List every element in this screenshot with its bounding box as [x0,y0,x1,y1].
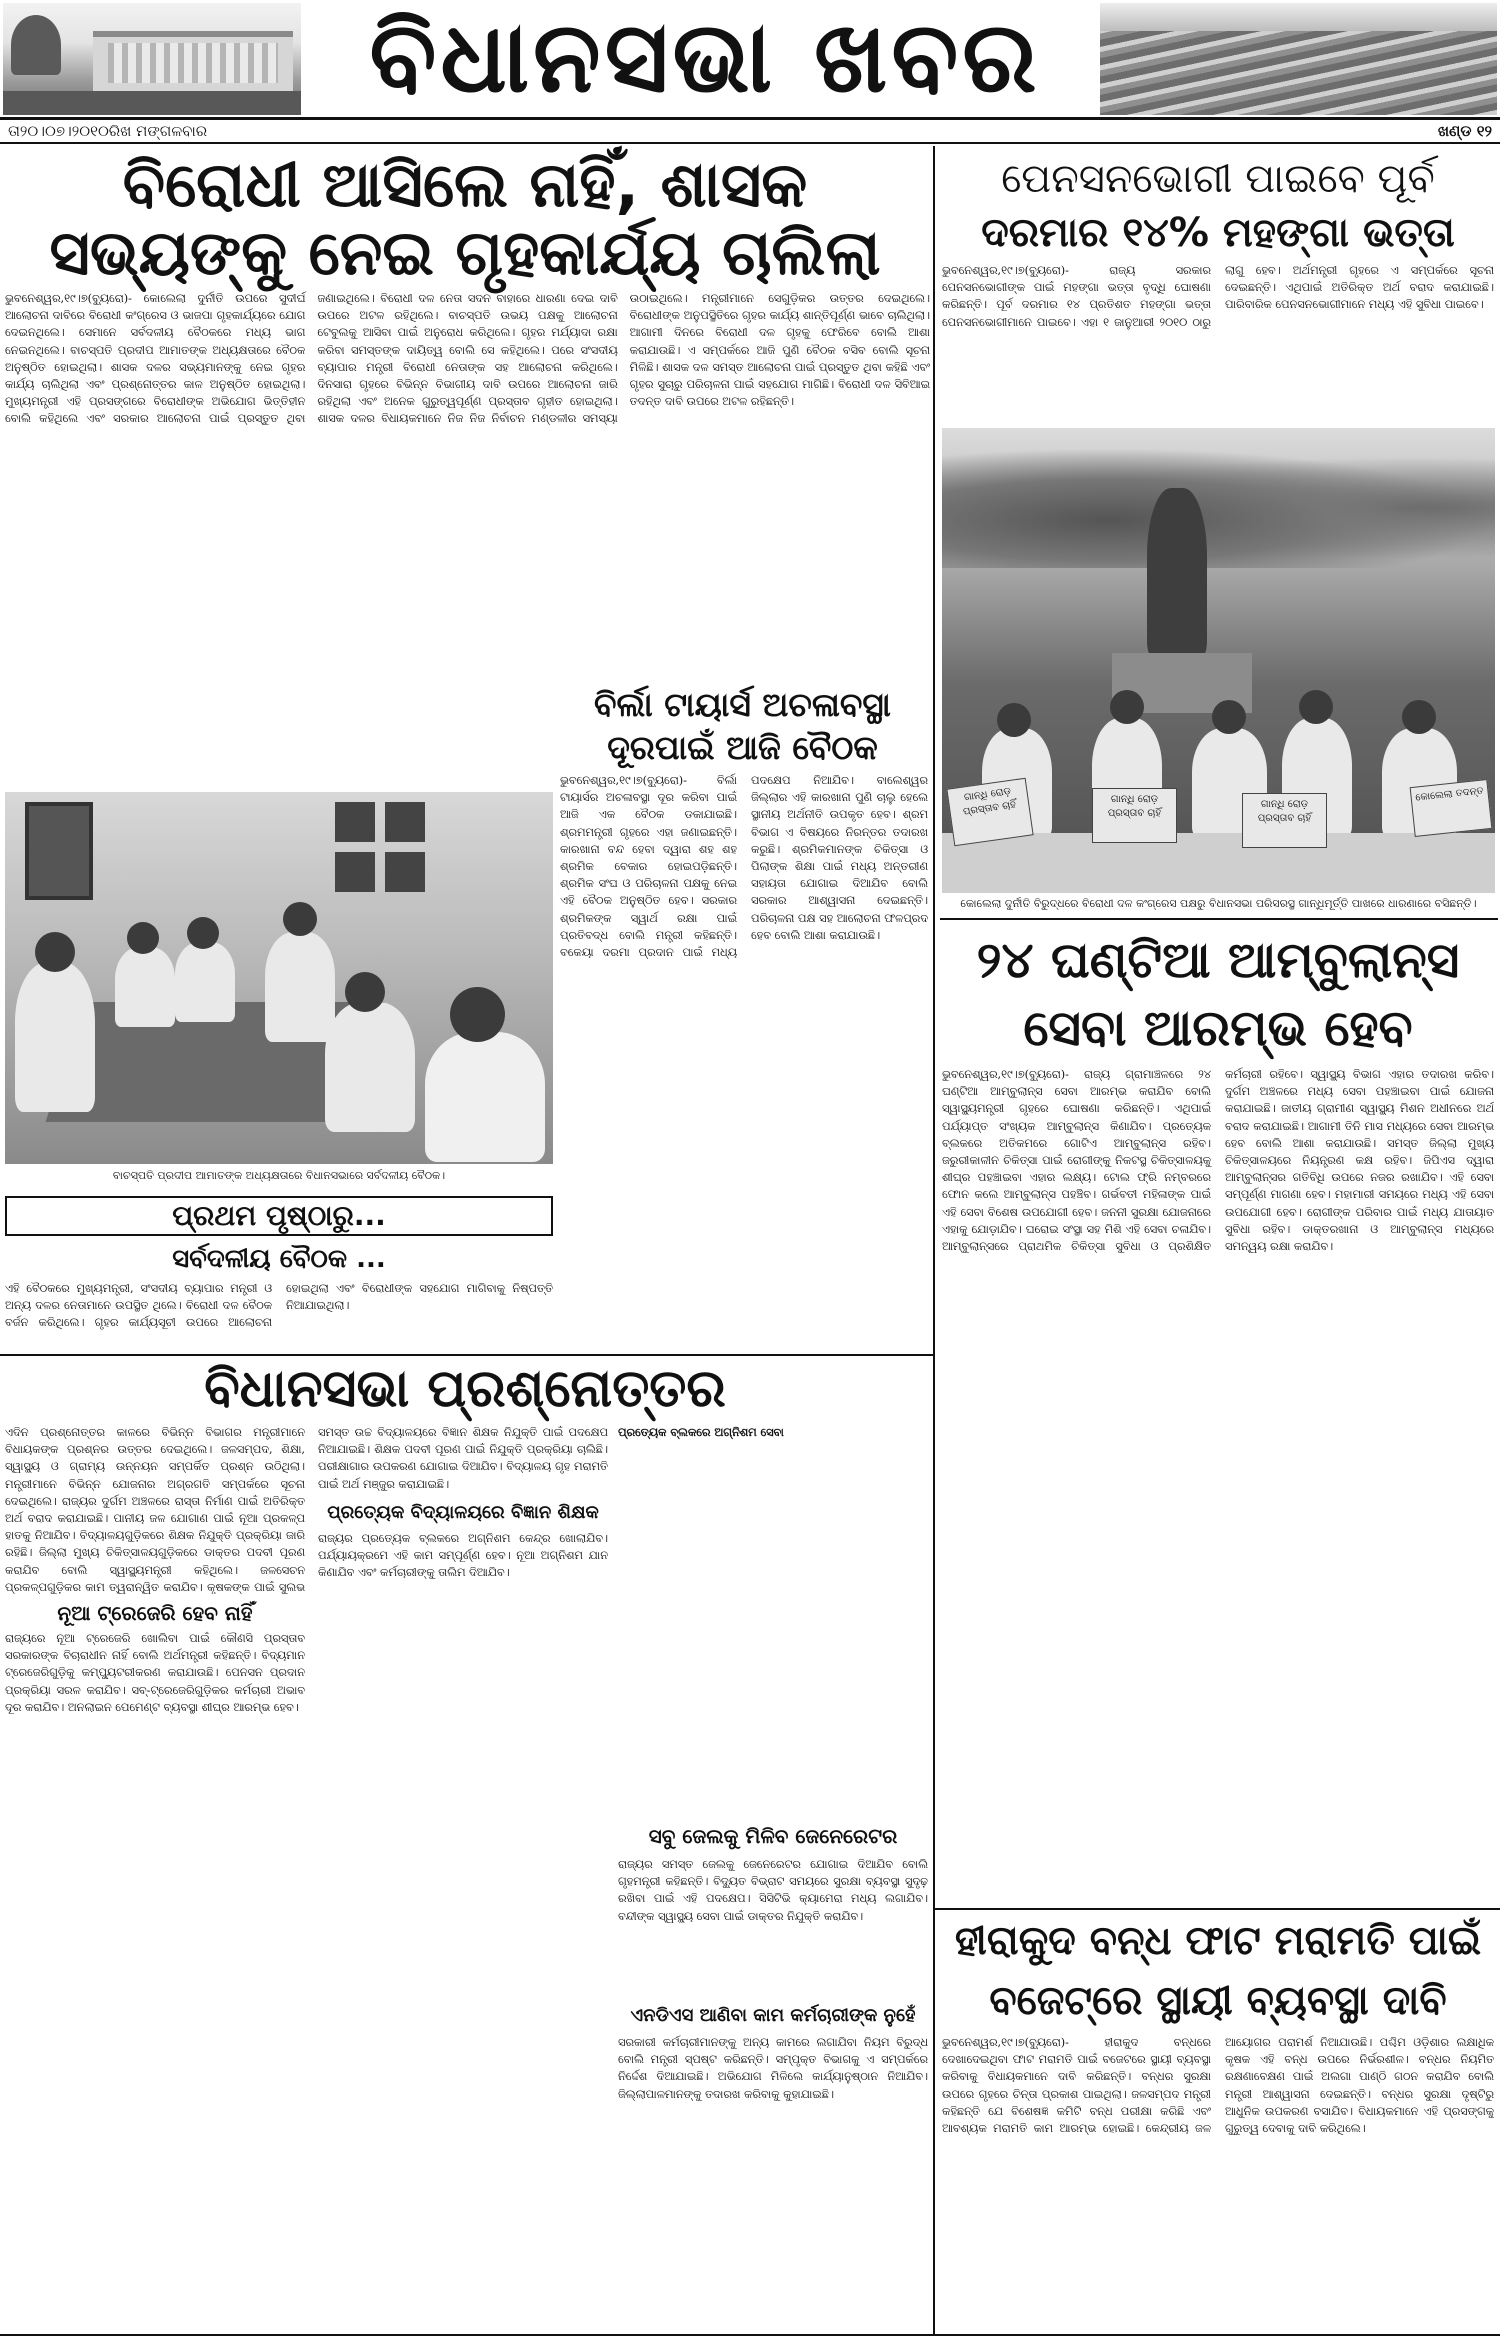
lead-story-body: ଭୁବନେଶ୍ୱର,୧୯।୭(ବ୍ୟୁରୋ)- କୋଲେଲା ଦୁର୍ନୀତି ଉପରେ ସୁଦୀର୍ଘ ଆଲୋଚନା ଦାବିରେ ବିରୋଧୀ କଂଗ୍ରେସ ଓ ଭାଜପା ଗୃହକାର୍ଯ୍ୟରେ ଯୋଗ ଦେଇନଥିଲେ। ସେମାନେ ସର୍ବଦଳୀୟ ବୈଠକରେ ମଧ୍ୟ ଭାଗ ନେଇନଥିଲେ। ବାଚସ୍ପତି ପ୍ରଦୀପ ଆମାତଙ୍କ ଅଧ୍ୟକ୍ଷତାରେ ବୈଠକ ଅନୁଷ୍ଠିତ ହୋଇଥିଲା। ଶାସକ ଦଳର ସଭ୍ୟମାନଙ୍କୁ ନେଇ ଗୃହର କାର୍ଯ୍ୟ ଚାଲିଥିଲା ଏବଂ ପ୍ରଶ୍ନୋତ୍ତର କାଳ ଅନୁଷ୍ଠିତ ହୋଇଥିଲା। ମୁଖ୍ୟମନ୍ତ୍ରୀ ଏହି ପ୍ରସଙ୍ଗରେ ବିରୋଧୀଙ୍କ ଅଭିଯୋଗ ଭିତ୍ତିହୀନ ବୋଲି କହିଥିଲେ ଏବଂ ସରକାର ଆଲୋଚନା ପାଇଁ ପ୍ରସ୍ତୁତ ଥିବା ଜଣାଇଥିଲେ। ବିରୋଧୀ ଦଳ ନେତା ସଦନ ବାହାରେ ଧାରଣା ଦେଇ ଦାବି ଉପରେ ଅଟଳ ରହିଥିଲେ। ବାଚସ୍ପତି ଉଭୟ ପକ୍ଷକୁ ଆଲୋଚନା ଟେବୁଲକୁ ଆସିବା ପାଇଁ ଅନୁରୋଧ କରିଥିଲେ। ଗୃହର ମର୍ଯ୍ୟାଦା ରକ୍ଷା କରିବା ସମସ୍ତଙ୍କ ଦାୟିତ୍ୱ ବୋଲି ସେ କହିଥିଲେ। ପରେ ସଂସଦୀୟ ବ୍ୟାପାର ମନ୍ତ୍ରୀ ବିରୋଧୀ ନେତାଙ୍କ ସହ ଆଲୋଚନା କରିଥିଲେ। ଦିନସାରା ଗୃହରେ ବିଭିନ୍ନ ବିଭାଗୀୟ ଦାବି ଉପରେ ଆଲୋଚନା ଜାରି ରହିଥିଲା ଏବଂ ଅନେକ ଗୁରୁତ୍ୱପୂର୍ଣ୍ଣ ପ୍ରସ୍ତାବ ଗୃହୀତ ହୋଇଥିଲା। ଶାସକ ଦଳର ବିଧାୟକମାନେ ନିଜ ନିଜ ନିର୍ବାଚନ ମଣ୍ଡଳୀର ସମସ୍ୟା ଉଠାଇଥିଲେ। ମନ୍ତ୍ରୀମାନେ ସେଗୁଡ଼ିକର ଉତ୍ତର ଦେଇଥିଲେ। ବିରୋଧୀଙ୍କ ଅନୁପସ୍ଥିତିରେ ଗୃହର କାର୍ଯ୍ୟ ଶାନ୍ତିପୂର୍ଣ୍ଣ ଭାବେ ଚାଲିଥିଲା। ଆଗାମୀ ଦିନରେ ବିରୋଧୀ ଦଳ ଗୃହକୁ ଫେରିବେ ବୋଲି ଆଶା କରାଯାଉଛି। ଏ ସମ୍ପର୍କରେ ଆଜି ପୁଣି ବୈଠକ ବସିବ ବୋଲି ସୂଚନା ମିଳିଛି। ଶାସକ ଦଳ ସମସ୍ତ ଆଲୋଚନା ପାଇଁ ପ୍ରସ୍ତୁତ ଥିବା କହିଛି ଏବଂ ଗୃହର ସୁଚାରୁ ପରିଚାଳନା ପାଇଁ ସହଯୋଗ ମାଗିଛି। ବିରୋଧୀ ଦଳ ସିବିଆଇ ତଦନ୍ତ ଦାବି ଉପରେ ଅଟଳ ରହିଛନ୍ତି। [5,292,930,426]
assembly-building-photo [3,3,301,115]
hirakud-headline-line2: ବଜେଟ୍‌ରେ ସ୍ଥାୟୀ ବ୍ୟବସ୍ଥା ଦାବି [989,1978,1447,2024]
page-bottom-rule [0,2334,1500,2336]
protest-placard-1: ଗାନ୍ଧି ରୋଡ଼ ପ୍ରସ୍ତାବ ଚାହିଁ [946,778,1033,847]
questions-sub-nacs-body: ସରକାରୀ କର୍ମଚାରୀମାନଙ୍କୁ ଅନ୍ୟ କାମରେ ଲଗାଯିବା ନିୟମ ବିରୁଦ୍ଧ ବୋଲି ମନ୍ତ୍ରୀ ସ୍ପଷ୍ଟ କରିଛନ୍ତି। ସମ୍ପୃକ୍ତ ବିଭାଗକୁ ଏ ସମ୍ପର୍କରେ ନିର୍ଦ୍ଦେଶ ଦିଆଯାଇଛି। ଅଭିଯୋଗ ମିଳିଲେ କାର୍ଯ୍ୟାନୁଷ୍ଠାନ ନିଆଯିବ। ଜିଲ୍ଲାପାଳମାନଙ୍କୁ ତଦାରଖ କରିବାକୁ କୁହାଯାଇଛି। [618,2036,928,2101]
birla-headline-line2: ଦୂରପାଇଁ ଆଜି ବୈଠକ [607,728,878,767]
masthead-title: ବିଧାନସଭା ଖବର [369,1,1041,115]
dateline-issue: ଖଣ୍ଡ ୧୨ [1437,122,1492,140]
assembly-hall-photo [1100,3,1497,115]
birla-headline-line1: ବିର୍ଲା ଟାୟାର୍ସ ଅଚଳାବସ୍ଥା [594,685,891,724]
protest-placard-3: ଗାନ୍ଧି ରୋଡ଼ ପ୍ରସ୍ତାବ ଚାହିଁ [1242,793,1327,848]
questions-sub-treasury-body: ରାଜ୍ୟରେ ନୂଆ ଟ୍ରେଜେରି ଖୋଲିବା ପାଇଁ କୌଣସି ପ୍ରସ୍ତାବ ସରକାରଙ୍କ ବିଚାରାଧୀନ ନାହିଁ ବୋଲି ଅର୍ଥମନ୍ତ୍ରୀ କହିଛନ୍ତି। ବିଦ୍ୟମାନ ଟ୍ରେଜେରିଗୁଡ଼ିକୁ କମ୍ପ୍ୟୁଟରୀକରଣ କରାଯାଉଛି। ପେନସନ ପ୍ରଦାନ ପ୍ରକ୍ରିୟା ସରଳ କରାଯିବ। ସବ୍-ଟ୍ରେଜେରିଗୁଡ଼ିକର କର୍ମଚାରୀ ଅଭାବ ଦୂର କରାଯିବ। ଅନଲାଇନ ପେମେଣ୍ଟ ବ୍ୟବସ୍ଥା ଶୀଘ୍ର ଆରମ୍ଭ ହେବ। [5,1632,305,1714]
protest-caption-rule [940,918,1498,920]
dateline-date: ତା୨୦।୦୭।୨୦୧୦ରିଖ ମଙ୍ଗଳବାର [8,122,208,140]
masthead-rule [0,117,1500,120]
hirakud-top-rule [935,1908,1500,1910]
questions-sub-science-body: ରାଜ୍ୟର ପ୍ରତ୍ୟେକ ବ୍ଲକରେ ଅଗ୍ନିଶମ କେନ୍ଦ୍ର ଖୋଲାଯିବ। ପର୍ଯ୍ୟାୟକ୍ରମେ ଏହି କାମ ସମ୍ପୂର୍ଣ୍ଣ ହେବ। ନୂଆ ଅଗ୍ନିଶମ ଯାନ କିଣାଯିବ ଏବଂ କର୍ମଚାରୀଙ୍କୁ ତାଲିମ ଦିଆଯିବ। [318,1532,608,1580]
questions-sub-generator: ସବୁ ଜେଲକୁ ମିଳିବ ଜେନେରେଟର [648,1824,898,1848]
meeting-photo [5,792,553,1164]
protest-photo [942,428,1495,893]
meeting-photo-caption: ବାଚସ୍ପତି ପ୍ରଦୀପ ଆମାତଙ୍କ ଅଧ୍ୟକ୍ଷତାରେ ବିଧାନସଭାରେ ସର୍ବଦଳୀୟ ବୈଠକ। [112,1169,446,1182]
questions-col3-body: ପ୍ରତ୍ୟେକ ବ୍ଲକରେ ଅଗ୍ନିଶମ ସେବା [618,1425,784,1439]
hirakud-headline-line1: ହୀରାକୁଦ ବନ୍ଧ ଫାଟ ମରାମତି ପାଇଁ [954,1918,1482,1964]
pension-headline-line2: ଦରମାର ୧୪% ମହଙ୍ଗା ଭତ୍ତା [981,210,1455,256]
pension-headline-line1: ପେନସନଭୋଗୀ ପାଇବେ ପୂର୍ବ [1001,156,1435,202]
questions-headline: ବିଧାନସଭା ପ୍ରଶ୍ନୋତ୍ତର [204,1359,726,1419]
questions-top-rule [0,1354,933,1356]
protest-photo-caption: କୋଲେଲା ଦୁର୍ନୀତି ବିରୁଦ୍ଧରେ ବିରୋଧୀ ଦଳ କଂଗ୍ରେସ ପକ୍ଷରୁ ବିଧାନସଭା ପରିସରସ୍ଥ ଗାନ୍ଧିମୂର୍ତ୍ତି ପାଖରେ ଧାରଣାରେ ବସିଛନ୍ତି। [960,897,1477,910]
lead-headline-line1: ବିରୋଧୀ ଆସିଲେ ନାହିଁ, ଶାସକ [122,148,808,221]
dateline-rule [0,142,1500,144]
pension-story-body: ଭୁବନେଶ୍ୱର,୧୯।୭(ବ୍ୟୁରୋ)- ରାଜ୍ୟ ସରକାର ପେନସନଭୋଗୀଙ୍କ ପାଇଁ ମହଙ୍ଗା ଭତ୍ତା ବୃଦ୍ଧି ଘୋଷଣା କରିଛନ୍ତି। ପୂର୍ବ ଦରମାର ୧୪ ପ୍ରତିଶତ ମହଙ୍ଗା ଭତ୍ତା ପେନସନଭୋଗୀମାନେ ପାଇବେ। ଏହା ୧ ଜାନୁଆରୀ ୨୦୧୦ ଠାରୁ ଲାଗୁ ହେବ। ଅର୍ଥମନ୍ତ୍ରୀ ଗୃହରେ ଏ ସମ୍ପର୍କରେ ସୂଚନା ଦେଇଛନ୍ତି। ଏଥିପାଇଁ ଅତିରିକ୍ତ ଅର୍ଥ ବରାଦ କରାଯାଇଛି। ପାରିବାରିକ ପେନସନଭୋଗୀମାନେ ମଧ୍ୟ ଏହି ସୁବିଧା ପାଇବେ। [942,264,1494,329]
questions-sub-science: ପ୍ରତ୍ୟେକ ବିଦ୍ୟାଳୟରେ ବିଜ୍ଞାନ ଶିକ୍ଷକ [327,1502,599,1523]
front-page-box-title: ପ୍ରଥମ ପୃଷ୍ଠାରୁ... [5,1196,553,1236]
questions-body: ଏଦିନ ପ୍ରଶ୍ନୋତ୍ତର କାଳରେ ବିଭିନ୍ନ ବିଭାଗର ମନ୍ତ୍ରୀମାନେ ବିଧାୟକଙ୍କ ପ୍ରଶ୍ନର ଉତ୍ତର ଦେଇଥିଲେ। ଜଳସମ୍ପଦ, ଶିକ୍ଷା, ସ୍ୱାସ୍ଥ୍ୟ ଓ ଗ୍ରାମ୍ୟ ଉନ୍ନୟନ ସମ୍ପର୍କିତ ପ୍ରଶ୍ନ ଉଠିଥିଲା। ମନ୍ତ୍ରୀମାନେ ବିଭିନ୍ନ ଯୋଜନାର ଅଗ୍ରଗତି ସମ୍ପର୍କରେ ସୂଚନା ଦେଇଥିଲେ। ରାଜ୍ୟର ଦୁର୍ଗମ ଅଞ୍ଚଳରେ ରାସ୍ତା ନିର୍ମାଣ ପାଇଁ ଅତିରିକ୍ତ ଅର୍ଥ ବରାଦ କରାଯାଇଛି। ପାନୀୟ ଜଳ ଯୋଗାଣ ପାଇଁ ନୂଆ ପ୍ରକଳ୍ପ ହାତକୁ ନିଆଯିବ। ବିଦ୍ୟାଳୟଗୁଡ଼ିକରେ ଶିକ୍ଷକ ନିଯୁକ୍ତି ପ୍ରକ୍ରିୟା ଜାରି ରହିଛି। ଜିଲ୍ଲା ମୁଖ୍ୟ ଚିକିତ୍ସାଳୟଗୁଡ଼ିକରେ ଡାକ୍ତର ପଦବୀ ପୂରଣ କରାଯିବ ବୋଲି ସ୍ୱାସ୍ଥ୍ୟମନ୍ତ୍ରୀ କହିଥିଲେ। ଜଳସେଚନ ପ୍ରକଳ୍ପଗୁଡ଼ିକର କାମ ତ୍ୱରାନ୍ୱିତ କରାଯିବ। କୃଷକଙ୍କ ପାଇଁ ସୁଲଭ [5,1426,305,1594]
hirakud-story-body: ଭୁବନେଶ୍ୱର,୧୯।୭(ବ୍ୟୁରୋ)- ହୀରାକୁଦ ବନ୍ଧରେ ଦେଖାଦେଇଥିବା ଫାଟ ମରାମତି ପାଇଁ ବଜେଟରେ ସ୍ଥାୟୀ ବ୍ୟବସ୍ଥା କରିବାକୁ ବିଧାୟକମାନେ ଦାବି କରିଛନ୍ତି। ବନ୍ଧର ସୁରକ୍ଷା ଉପରେ ଗୃହରେ ଚିନ୍ତା ପ୍ରକାଶ ପାଇଥିଲା। ଜଳସମ୍ପଦ ମନ୍ତ୍ରୀ କହିଛନ୍ତି ଯେ ବିଶେଷଜ୍ଞ କମିଟି ବନ୍ଧ ପରୀକ୍ଷା କରିଛି ଏବଂ ଆବଶ୍ୟକ ମରାମତି କାମ ଆରମ୍ଭ ହୋଇଛି। କେନ୍ଦ୍ରୀୟ ଜଳ ଆୟୋଗର ପରାମର୍ଶ ନିଆଯାଉଛି। ପଶ୍ଚିମ ଓଡ଼ିଶାର ଲକ୍ଷାଧିକ କୃଷକ ଏହି ବନ୍ଧ ଉପରେ ନିର୍ଭରଶୀଳ। ବନ୍ଧର ନିୟମିତ ରକ୍ଷଣାବେକ୍ଷଣ ପାଇଁ ଅଲଗା ପାଣ୍ଠି ଗଠନ କରାଯିବ ବୋଲି ମନ୍ତ୍ରୀ ଆଶ୍ୱାସନା ଦେଇଛନ୍ତି। ବନ୍ଧର ସୁରକ୍ଷା ଦୃଷ୍ଟିରୁ ଆଧୁନିକ ଉପକରଣ ବସାଯିବ। ବିଧାୟକମାନେ ଏହି ପ୍ରସଙ୍ଗକୁ ଗୁରୁତ୍ୱ ଦେବାକୁ ଦାବି କରିଥିଲେ। [942,2036,1494,2136]
birla-story-body: ଭୁବନେଶ୍ୱର,୧୯।୭(ବ୍ୟୁରୋ)- ବିର୍ଲା ଟାୟାର୍ସର ଅଚଳାବସ୍ଥା ଦୂର କରିବା ପାଇଁ ଆଜି ଏକ ବୈଠକ ଡକାଯାଇଛି। ଶ୍ରମମନ୍ତ୍ରୀ ଗୃହରେ ଏହା ଜଣାଇଛନ୍ତି। କାରଖାନା ବନ୍ଦ ହେବା ଦ୍ୱାରା ଶହ ଶହ ଶ୍ରମିକ ବେକାର ହୋଇପଡ଼ିଛନ୍ତି। ଶ୍ରମିକ ସଂଘ ଓ ପରିଚାଳନା ପକ୍ଷକୁ ନେଇ ଏହି ବୈଠକ ଅନୁଷ୍ଠିତ ହେବ। ସରକାର ଶ୍ରମିକଙ୍କ ସ୍ୱାର୍ଥ ରକ୍ଷା ପାଇଁ ପ୍ରତିବଦ୍ଧ ବୋଲି ମନ୍ତ୍ରୀ କହିଛନ୍ତି। ବକେୟା ଦରମା ପ୍ରଦାନ ପାଇଁ ମଧ୍ୟ ପଦକ୍ଷେପ ନିଆଯିବ। ବାଲେଶ୍ୱର ଜିଲ୍ଲାର ଏହି କାରଖାନା ପୁଣି ଚାଲୁ ହେଲେ ସ୍ଥାନୀୟ ଅର୍ଥନୀତି ଉପକୃତ ହେବ। ଶ୍ରମ ବିଭାଗ ଏ ବିଷୟରେ ନିରନ୍ତର ତଦାରଖ କରୁଛି। ଶ୍ରମିକମାନଙ୍କ ଚିକିତ୍ସା ଓ ପିଲାଙ୍କ ଶିକ୍ଷା ପାଇଁ ମଧ୍ୟ ଅନ୍ତରୀଣ ସହାୟତା ଯୋଗାଇ ଦିଆଯିବ ବୋଲି ସରକାର ଆଶ୍ୱାସନା ଦେଇଛନ୍ତି। ପରିଚାଳନା ପକ୍ଷ ସହ ଆଲୋଚନା ଫଳପ୍ରଦ ହେବ ବୋଲି ଆଶା କରାଯାଉଛି। [560,774,928,960]
column-divider [933,146,935,2334]
protest-placard-4: କୋଲେଲା ତଦନ୍ତ [1410,779,1493,837]
questions-sub-generator-body: ରାଜ୍ୟର ସମସ୍ତ ଜେଲକୁ ଜେନେରେଟର ଯୋଗାଇ ଦିଆଯିବ ବୋଲି ଗୃହମନ୍ତ୍ରୀ କହିଛନ୍ତି। ବିଦ୍ୟୁତ ବିଭ୍ରାଟ ସମୟରେ ସୁରକ୍ଷା ବ୍ୟବସ୍ଥା ସୁଦୃଢ଼ ରଖିବା ପାଇଁ ଏହି ପଦକ୍ଷେପ। ସିସିଟିଭି କ୍ୟାମେରା ମଧ୍ୟ ଲଗାଯିବ। ବନ୍ଦୀଙ୍କ ସ୍ୱାସ୍ଥ୍ୟ ସେବା ପାଇଁ ଡାକ୍ତର ନିଯୁକ୍ତି କରାଯିବ। [618,1858,928,1923]
questions-col2-body: ସମସ୍ତ ଉଚ୍ଚ ବିଦ୍ୟାଳୟରେ ବିଜ୍ଞାନ ଶିକ୍ଷକ ନିଯୁକ୍ତି ପାଇଁ ପଦକ୍ଷେପ ନିଆଯାଇଛି। ଶିକ୍ଷକ ପଦବୀ ପୂରଣ ପାଇଁ ନିଯୁକ୍ତି ପ୍ରକ୍ରିୟା ଚାଲିଛି। ପରୀକ୍ଷାଗାର ଉପକରଣ ଯୋଗାଇ ଦିଆଯିବ। ବିଦ୍ୟାଳୟ ଗୃହ ମରାମତି ପାଇଁ ଅର୍ଥ ମଞ୍ଜୁର କରାଯାଇଛି। [318,1426,608,1491]
ambulance-story-body: ଭୁବନେଶ୍ୱର,୧୯।୭(ବ୍ୟୁରୋ)- ରାଜ୍ୟ ଗ୍ରାମାଞ୍ଚଳରେ ୨୪ ଘଣ୍ଟିଆ ଆମ୍ବୁଲାନ୍ସ ସେବା ଆରମ୍ଭ କରାଯିବ ବୋଲି ସ୍ୱାସ୍ଥ୍ୟମନ୍ତ୍ରୀ ଗୃହରେ ଘୋଷଣା କରିଛନ୍ତି। ଏଥିପାଇଁ ପର୍ଯ୍ୟାପ୍ତ ସଂଖ୍ୟକ ଆମ୍ବୁଲାନ୍ସ କିଣାଯିବ। ପ୍ରତ୍ୟେକ ବ୍ଲକରେ ଅତିକମରେ ଗୋଟିଏ ଆମ୍ବୁଲାନ୍ସ ରହିବ। ଜରୁରୀକାଳୀନ ଚିକିତ୍ସା ପାଇଁ ରୋଗୀଙ୍କୁ ନିକଟସ୍ଥ ଚିକିତ୍ସାଳୟକୁ ଶୀଘ୍ର ପହଞ୍ଚାଇବା ଏହାର ଲକ୍ଷ୍ୟ। ଟୋଲ ଫ୍ରି ନମ୍ବରରେ ଫୋନ କଲେ ଆମ୍ବୁଲାନ୍ସ ପହଞ୍ଚିବ। ଗର୍ଭବତୀ ମହିଳାଙ୍କ ପାଇଁ ଏହି ସେବା ବିଶେଷ ଉପଯୋଗୀ ହେବ। ଜନନୀ ସୁରକ୍ଷା ଯୋଜନାରେ ଏହାକୁ ଯୋଡ଼ାଯିବ। ଘରୋଇ ସଂସ୍ଥା ସହ ମିଶି ଏହି ସେବା ଚଳାଯିବ। ଆମ୍ବୁଲାନ୍ସରେ ପ୍ରାଥମିକ ଚିକିତ୍ସା ସୁବିଧା ଓ ପ୍ରଶିକ୍ଷିତ କର୍ମଚାରୀ ରହିବେ। ସ୍ୱାସ୍ଥ୍ୟ ବିଭାଗ ଏହାର ତଦାରଖ କରିବ। ଦୁର୍ଗମ ଅଞ୍ଚଳରେ ମଧ୍ୟ ସେବା ପହଞ୍ଚାଇବା ପାଇଁ ଯୋଜନା କରାଯାଇଛି। ଜାତୀୟ ଗ୍ରାମୀଣ ସ୍ୱାସ୍ଥ୍ୟ ମିଶନ ଅଧୀନରେ ଅର୍ଥ ବରାଦ କରାଯାଇଛି। ଆଗାମୀ ତିନି ମାସ ମଧ୍ୟରେ ସେବା ଆରମ୍ଭ ହେବ ବୋଲି ଆଶା କରାଯାଉଛି। ସମସ୍ତ ଜିଲ୍ଲା ମୁଖ୍ୟ ଚିକିତ୍ସାଳୟରେ ନିୟନ୍ତ୍ରଣ କକ୍ଷ ରହିବ। ଜିପିଏସ ଦ୍ୱାରା ଆମ୍ବୁଲାନ୍ସର ଗତିବିଧି ଉପରେ ନଜର ରଖାଯିବ। ଏହି ସେବା ସମ୍ପୂର୍ଣ୍ଣ ମାଗଣା ହେବ। ମହାମାରୀ ସମୟରେ ମଧ୍ୟ ଏହି ସେବା ଉପଯୋଗୀ ହେବ। ରୋଗୀଙ୍କ ପରିବାର ପାଇଁ ମଧ୍ୟ ଯାତାୟାତ ସୁବିଧା ରହିବ। ଡାକ୍ତରଖାନା ଓ ଆମ୍ବୁଲାନ୍ସ ମଧ୍ୟରେ ସମନ୍ୱୟ ରକ୍ଷା କରାଯିବ। [942,1068,1494,1254]
questions-sub-treasury: ନୂଆ ଟ୍ରେଜେରି ହେବ ନାହିଁ [57,1601,253,1625]
front-page-body: ଏହି ବୈଠକରେ ମୁଖ୍ୟମନ୍ତ୍ରୀ, ସଂସଦୀୟ ବ୍ୟାପାର ମନ୍ତ୍ରୀ ଓ ଅନ୍ୟ ଦଳର ନେତାମାନେ ଉପସ୍ଥିତ ଥିଲେ। ବିରୋଧୀ ଦଳ ବୈଠକ ବର୍ଜନ କରିଥିଲେ। ଗୃହର କାର୍ଯ୍ୟସୂଚୀ ଉପରେ ଆଲୋଚନା ହୋଇଥିଲା ଏବଂ ବିରୋଧୀଙ୍କ ସହଯୋଗ ମାଗିବାକୁ ନିଷ୍ପତ୍ତି ନିଆଯାଇଥିଲା। [5,1282,553,1330]
gandhi-statue [1147,488,1207,658]
ambulance-headline-line1: ୨୪ ଘଣ୍ଟିଆ ଆମ୍ବୁଲାନ୍ସ [976,931,1460,989]
lead-headline-line2: ସଭ୍ୟଙ୍କୁ ନେଇ ଗୃହକାର୍ଯ୍ୟ ଚାଲିଲା [49,216,881,289]
front-page-subhead: ସର୍ବଦଳୀୟ ବୈଠକ ... [172,1244,386,1274]
ambulance-headline-line2: ସେବା ଆରମ୍ଭ ହେବ [1023,999,1413,1057]
protest-placard-2: ଗାନ୍ଧି ରୋଡ଼ ପ୍ରସ୍ତାବ ଚାହିଁ [1092,788,1177,843]
questions-sub-nacs: ଏନଡିଏସ ଆଣିବା କାମ କର୍ମଚାରୀଙ୍କ ନୁହେଁ [630,2005,916,2026]
